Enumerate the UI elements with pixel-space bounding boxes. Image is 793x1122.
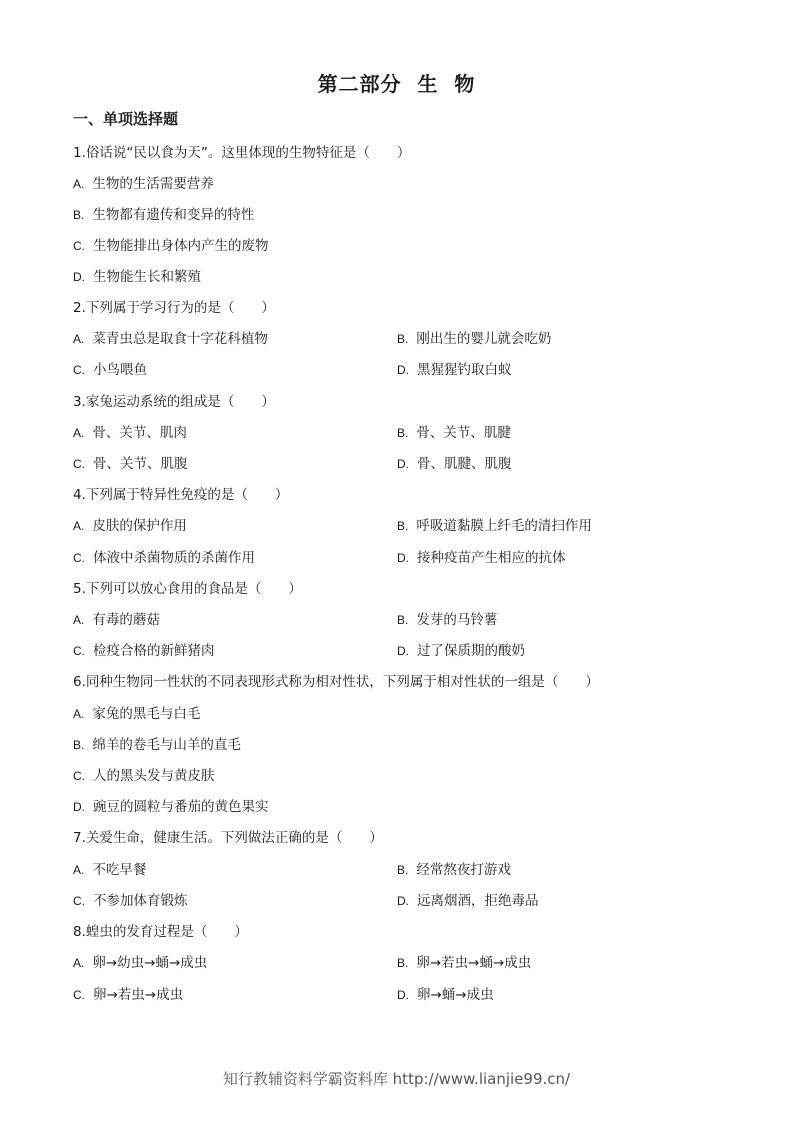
question-3-option-a[interactable]	[73, 421, 187, 441]
option-letter: D.	[397, 551, 409, 565]
option-text: 人的黑头发与黄皮肤	[93, 768, 215, 784]
option-letter: A.	[73, 519, 85, 533]
option-letter: A.	[73, 426, 85, 440]
question-3-option-d[interactable]	[397, 452, 512, 472]
question-6-option-d[interactable]	[73, 795, 269, 815]
option-letter: A.	[73, 613, 85, 627]
option-letter: C.	[73, 769, 85, 783]
page-footer: 知行教辅资料学霸资料库 http://www.lianjie99.cn/	[222, 1070, 571, 1088]
option-letter: C.	[73, 988, 85, 1002]
question-7-stem: 7.关爱生命，健康生活。下列做法正确的是（ ）	[73, 830, 383, 846]
question-2-option-a[interactable]	[73, 327, 268, 347]
question-2-option-c[interactable]	[73, 358, 147, 378]
question-2-option-b[interactable]	[397, 327, 551, 347]
question-5-option-d[interactable]	[397, 639, 525, 659]
question-4-option-b[interactable]	[397, 514, 592, 534]
question-5-option-b[interactable]	[397, 608, 497, 628]
option-letter: A.	[73, 956, 85, 970]
option-letter: B.	[397, 613, 409, 627]
option-text: 绵羊的卷毛与山羊的直毛	[92, 737, 241, 753]
option-text: 过了保质期的酸奶	[417, 643, 525, 659]
option-text: 小鸟喂鱼	[93, 362, 147, 378]
question-1-option-b[interactable]	[73, 203, 254, 223]
option-text: 生物的生活需要营养	[92, 176, 214, 192]
option-text: 卵→蛹→成虫	[417, 987, 494, 1003]
question-8-option-c[interactable]	[73, 983, 183, 1003]
question-4-option-c[interactable]	[73, 546, 255, 566]
option-letter: C.	[73, 551, 85, 565]
option-text: 刚出生的婴儿就会吃奶	[416, 331, 552, 347]
section-heading: 一、单项选择题	[73, 110, 179, 128]
option-text: 生物都有遗传和变异的特性	[92, 207, 255, 223]
question-7-option-a[interactable]	[73, 858, 146, 878]
option-text: 经常熬夜打游戏	[416, 862, 511, 878]
option-letter: A.	[73, 332, 85, 346]
option-letter: D.	[73, 270, 85, 284]
option-letter: C.	[73, 239, 85, 253]
question-1-stem: 1.俗话说“民以食为天”。这里体现的生物特征是（ ）	[73, 145, 411, 161]
option-letter: B.	[73, 208, 85, 222]
option-letter: A.	[73, 177, 85, 191]
question-6-stem: 6.同种生物同一性状的不同表现形式称为相对性状，下列属于相对性状的一组是（ ）	[73, 674, 599, 690]
option-letter: D.	[397, 894, 409, 908]
question-5-option-c[interactable]	[73, 639, 215, 659]
option-letter: A.	[73, 863, 85, 877]
option-letter: B.	[397, 863, 409, 877]
option-text: 菜青虫总是取食十字花科植物	[92, 331, 268, 347]
option-letter: D.	[397, 988, 409, 1002]
option-letter: B.	[397, 956, 409, 970]
option-text: 不吃早餐	[92, 862, 147, 878]
option-text: 卵→若虫→成虫	[93, 987, 184, 1003]
question-8-stem: 8.蝗虫的发育过程是（ ）	[73, 924, 248, 940]
option-text: 体液中杀菌物质的杀菌作用	[93, 550, 255, 566]
option-text: 呼吸道黏膜上纤毛的清扫作用	[416, 518, 592, 534]
question-1-option-d[interactable]	[73, 265, 201, 285]
option-letter: D.	[397, 363, 409, 377]
question-6-option-c[interactable]	[73, 764, 215, 784]
option-text: 有毒的蘑菇	[92, 612, 160, 628]
option-text: 骨、肌腱、肌腹	[417, 456, 512, 472]
question-7-option-d[interactable]	[397, 889, 539, 909]
option-text: 卵→若虫→蛹→成虫	[416, 955, 532, 971]
option-text: 生物能生长和繁殖	[93, 269, 201, 285]
question-5-option-a[interactable]	[73, 608, 160, 628]
question-6-option-a[interactable]	[73, 702, 200, 722]
option-letter: C.	[73, 894, 85, 908]
option-text: 骨、关节、肌肉	[92, 425, 187, 441]
question-1-option-c[interactable]	[73, 234, 269, 254]
option-letter: B.	[397, 519, 409, 533]
option-letter: D.	[73, 800, 85, 814]
option-letter: C.	[73, 363, 85, 377]
option-letter: C.	[73, 644, 85, 658]
option-text: 黑猩猩钓取白蚁	[417, 362, 512, 378]
question-7-option-c[interactable]	[73, 889, 188, 909]
question-4-option-a[interactable]	[73, 514, 187, 534]
question-8-option-d[interactable]	[397, 983, 494, 1003]
question-3-stem: 3.家兔运动系统的组成是（ ）	[73, 394, 275, 410]
option-letter: D.	[397, 457, 409, 471]
option-text: 豌豆的圆粒与番茄的黄色果实	[93, 799, 269, 815]
option-text: 不参加体育锻炼	[93, 893, 188, 909]
question-8-option-b[interactable]	[397, 951, 531, 971]
question-4-stem: 4.下列属于特异性免疫的是（ ）	[73, 487, 289, 503]
option-text: 家兔的黑毛与白毛	[92, 706, 201, 722]
option-letter: A.	[73, 707, 85, 721]
question-1-option-a[interactable]	[73, 172, 214, 192]
option-text: 发芽的马铃薯	[416, 612, 498, 628]
option-text: 骨、关节、肌腱	[416, 425, 511, 441]
option-text: 生物能排出身体内产生的废物	[93, 238, 269, 254]
question-7-option-b[interactable]	[397, 858, 511, 878]
page-title: 第二部分 生 物	[317, 72, 476, 96]
question-3-option-b[interactable]	[397, 421, 511, 441]
option-text: 远离烟酒，拒绝毒品	[417, 893, 539, 909]
option-letter: B.	[73, 738, 85, 752]
option-letter: D.	[397, 644, 409, 658]
question-4-option-d[interactable]	[397, 546, 566, 566]
option-text: 接种疫苗产生相应的抗体	[417, 550, 566, 566]
question-3-option-c[interactable]	[73, 452, 188, 472]
question-2-stem: 2.下列属于学习行为的是（ ）	[73, 300, 275, 316]
question-2-option-d[interactable]	[397, 358, 512, 378]
option-letter: B.	[397, 332, 409, 346]
option-letter: C.	[73, 457, 85, 471]
question-5-stem: 5.下列可以放心食用的食品是（ ）	[73, 581, 302, 597]
question-8-option-a[interactable]	[73, 951, 207, 971]
option-letter: B.	[397, 426, 409, 440]
option-text: 皮肤的保护作用	[92, 518, 187, 534]
question-6-option-b[interactable]	[73, 733, 241, 753]
option-text: 骨、关节、肌腹	[93, 456, 188, 472]
option-text: 卵→幼虫→蛹→成虫	[92, 955, 208, 971]
option-text: 检疫合格的新鲜猪肉	[93, 643, 215, 659]
